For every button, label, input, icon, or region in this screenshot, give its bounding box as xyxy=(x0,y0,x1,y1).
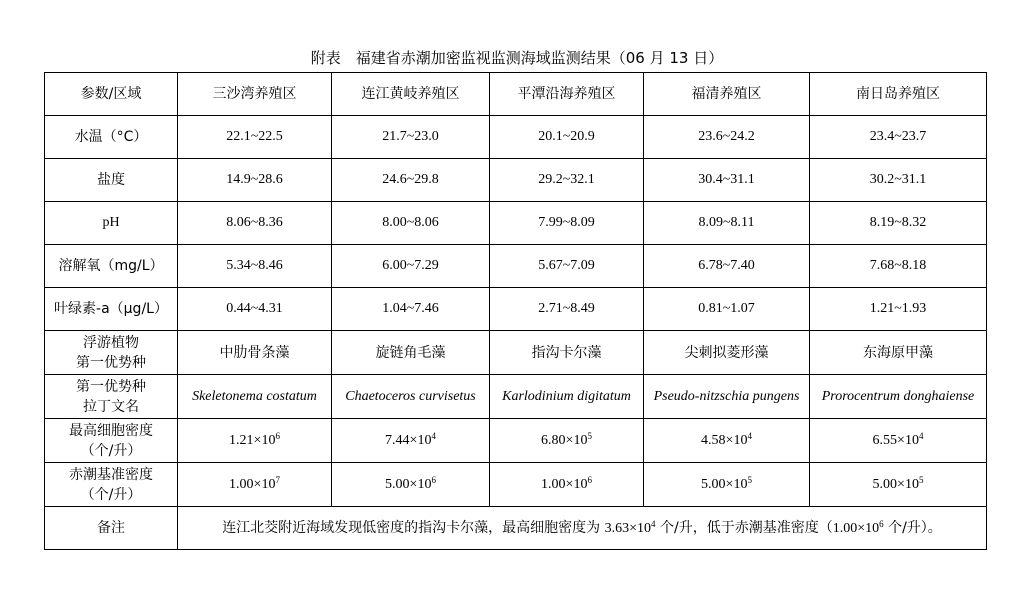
table-row-remark xyxy=(45,507,987,550)
remark-text: 连江北茭附近海域发现低密度的指沟卡尔藻，最高细胞密度为 $3.63\times 10^4$ 个/升，低于赤潮基准密度（$1.00\times 10^6$ 个/升）。 xyxy=(178,507,987,550)
table-row-latin-name xyxy=(45,375,987,419)
table-cell: 8.09~8.11 xyxy=(644,202,810,245)
row-label xyxy=(45,463,178,507)
header-pingtan: 平潭沿海养殖区 xyxy=(490,73,644,116)
table-cell: Prorocentrum donghaiense xyxy=(810,375,987,419)
row-label-line: 拉丁文名 xyxy=(83,398,139,415)
header-fuqing: 福清养殖区 xyxy=(644,73,810,116)
table-cell: 23.6~24.2 xyxy=(644,116,810,159)
table-row-baseline-density xyxy=(45,463,987,507)
table-row-chlorophyll-a xyxy=(45,288,987,331)
table-cell: 7.68~8.18 xyxy=(810,245,987,288)
row-label-line: 第一优势种 xyxy=(76,378,146,395)
monitoring-results-table xyxy=(44,72,987,550)
table-cell: 30.2~31.1 xyxy=(810,159,987,202)
table-cell: 8.06~8.36 xyxy=(178,202,332,245)
table-cell: 中肋骨条藻 xyxy=(178,331,332,375)
table-row-max-cell-density xyxy=(45,419,987,463)
table-cell: 21.7~23.0 xyxy=(332,116,490,159)
row-label-line: （个/升） xyxy=(80,442,142,459)
table-cell: 5.34~8.46 xyxy=(178,245,332,288)
row-label xyxy=(45,331,178,375)
row-label: 备注 xyxy=(45,507,178,550)
table-row-water-temperature xyxy=(45,116,987,159)
table-cell: 0.81~1.07 xyxy=(644,288,810,331)
row-label xyxy=(45,375,178,419)
table-cell: 0.44~4.31 xyxy=(178,288,332,331)
table-cell: 1.21~1.93 xyxy=(810,288,987,331)
header-row xyxy=(45,73,987,116)
table-cell: $6.55\times 10^4$ xyxy=(810,419,987,463)
table-cell: 2.71~8.49 xyxy=(490,288,644,331)
row-label-line: 浮游植物 xyxy=(83,334,139,351)
header-nanri-island: 南日岛养殖区 xyxy=(810,73,987,116)
table-cell: 8.19~8.32 xyxy=(810,202,987,245)
table-cell: 22.1~22.5 xyxy=(178,116,332,159)
table-cell: 5.67~7.09 xyxy=(490,245,644,288)
table-cell: 尖刺拟菱形藻 xyxy=(644,331,810,375)
row-label-line: （个/升） xyxy=(80,486,142,503)
table-cell: $5.00\times 10^6$ xyxy=(332,463,490,507)
table-cell: Pseudo-nitzschia pungens xyxy=(644,375,810,419)
table-cell: $5.00\times 10^5$ xyxy=(810,463,987,507)
table-row-dissolved-oxygen xyxy=(45,245,987,288)
table-cell: $4.58\times 10^4$ xyxy=(644,419,810,463)
table-cell: Karlodinium digitatum xyxy=(490,375,644,419)
table-title: 附表 福建省赤潮加密监视监测海域监测结果（06 月 13 日） xyxy=(310,49,724,67)
row-label: 水温（°C） xyxy=(45,116,178,159)
table-cell: 24.6~29.8 xyxy=(332,159,490,202)
table-cell: 1.04~7.46 xyxy=(332,288,490,331)
table-cell: $5.00\times 10^5$ xyxy=(644,463,810,507)
row-label-line: 最高细胞密度 xyxy=(69,422,153,439)
header-param-region: 参数/区域 xyxy=(45,73,178,116)
table-row-salinity xyxy=(45,159,987,202)
table-cell: 旋链角毛藻 xyxy=(332,331,490,375)
row-label: 盐度 xyxy=(45,159,178,202)
table-cell: Skeletonema costatum xyxy=(178,375,332,419)
table-cell: 20.1~20.9 xyxy=(490,116,644,159)
row-label-line: 第一优势种 xyxy=(76,354,146,371)
table-cell: $1.00\times 10^7$ xyxy=(178,463,332,507)
table-cell: Chaetoceros curvisetus xyxy=(332,375,490,419)
header-lianjiang-huangqi: 连江黄岐养殖区 xyxy=(332,73,490,116)
header-sansha-bay: 三沙湾养殖区 xyxy=(178,73,332,116)
row-label xyxy=(45,419,178,463)
table-row-ph xyxy=(45,202,987,245)
table-cell: 6.00~7.29 xyxy=(332,245,490,288)
table-row-dominant-species xyxy=(45,331,987,375)
table-cell: $6.80\times 10^5$ xyxy=(490,419,644,463)
table-cell: 30.4~31.1 xyxy=(644,159,810,202)
table-cell: 指沟卡尔藻 xyxy=(490,331,644,375)
table-cell: 29.2~32.1 xyxy=(490,159,644,202)
row-label: pH xyxy=(45,202,178,245)
table-cell: 6.78~7.40 xyxy=(644,245,810,288)
table-cell: 东海原甲藻 xyxy=(810,331,987,375)
table-cell: 7.99~8.09 xyxy=(490,202,644,245)
table-cell: $1.00\times 10^6$ xyxy=(490,463,644,507)
table-cell: $1.21\times 10^6$ xyxy=(178,419,332,463)
table-cell: 8.00~8.06 xyxy=(332,202,490,245)
row-label: 溶解氧（mg/L） xyxy=(45,245,178,288)
table-cell: $7.44\times 10^4$ xyxy=(332,419,490,463)
table-cell: 23.4~23.7 xyxy=(810,116,987,159)
row-label-line: 赤潮基准密度 xyxy=(69,466,153,483)
row-label: 叶绿素-a（μg/L） xyxy=(45,288,178,331)
table-cell: 14.9~28.6 xyxy=(178,159,332,202)
